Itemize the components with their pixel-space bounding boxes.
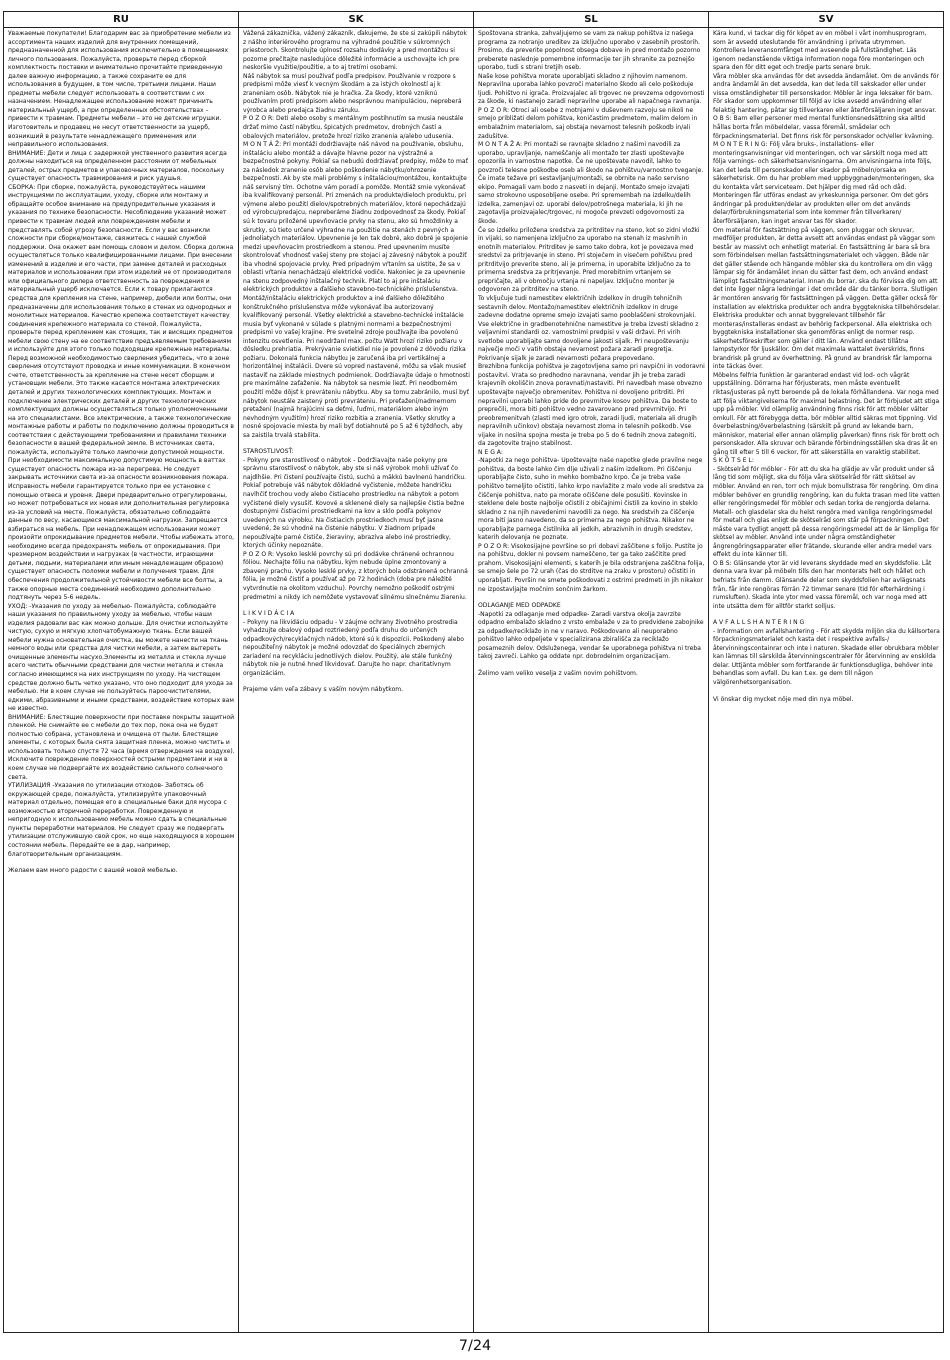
paragraph: Prajeme vám veľa zábavy s vaším novým nábytkom. [243,686,404,694]
paragraph: A V F A L L S H A N T E R I N G [713,619,805,627]
paragraph: Če so izdelku priložena sredstva za pritrditev na steno, kot so zidni vložki in vijaki, so namenjena izključno za uporabo na stenah iz masivnih in enotnih materialov. Pritrditev je samo tako dobra, kot je povezava med sredstvi za pritrjevanje in steno. Pri stoječem in visečem pohištvu pred pritrditvijo preverite steno, ali je primerna, in uporabite izključno za to primerna sredstva za pritrjevanje. Pred morebitnim vrtanjem se prepričajte, ali v območju vrtanja ni napeljav. Izključno monter je odgovoren za pritrditev na steno. [478,226,700,294]
paragraph: Vážená zákaznička, vážený zákazník, ďakujeme, že ste si zakúpili nábytok z nášho interiérového programu na výhradné použitie v súkromných priestoroch. Skontrolujte úplnosť rozsahu dodávky a pred montážou si pozorne prečítajte nasledujúce dôležité informácie a uschovajte ich pre neskoršie využitie/použitie, a to aj tretími osobami. [243,30,467,72]
paragraph: Vi önskar dig mycket nöje med din nya möbel. [713,695,854,703]
paragraph: O B S: Glänsande ytor är vid leverans skyddade med en skyddsfolie. Låt denna vara kvar på möbeln tills den har monterats helt och hållet och befriats från damm. Glänsande delar som skyddsfolien har avlägsnats från, får inte rengöras förrän 72 timmar senare (tid för efterhärdning i rumsluften). Skada inte ytor med vassa föremål, och var noga med att inte utsätta dem för alltför starkt solljus. [713,559,932,610]
multilingual-instructions-table [3,11,944,1333]
paragraph: Kära kund, vi tackar dig för köpet av en möbel i vårt inomhusprogram, som är avsedd uteslutande för användning i privata utrymmen. Kontrollera leveransomfånget med avseende på fullständighet. Läs igenom nedanstående viktiga information noga före monteringen och spara den för ditt eget och tredje parts senare bruk. [713,30,927,72]
paragraph-spacer [8,859,235,867]
paragraph: Želimo vam veliko veselja z vašim novim pohištvom. [478,669,638,677]
page-number: 7/24 [458,1338,492,1354]
paragraph: L I K V I D Á C I A [243,610,295,618]
paragraph: M O N T A Ž A: Pri montaži se ravnajte skladno z našimi navodili za uporabo, upravljanje, nameščanje ali montažo ter zlasti upoštevajte opozorila in varnostne napotke. Če ne upoštevate navodil, lahko to povzroči telesne poškodbe oseb ali škodo na pohištvu/varnostno tveganje. Če imate težave pri sestavljanju/montaži, se obrnite na našo servisno ekipo. Pomagali vam bodo z nasveti in dejanji. Montažo smejo izvajati samo strokovno usposobljene osebe. Pri spremembah na izdelku/delih izdelka, zamenjavi oz. uporabi delov/potrošnega materiala, ki jih ne zagotavlja proizvajalec/trgovec, ni mogoče prevzeti odgovornosti za škode. [478,141,704,226]
paragraph: S K Ö T S E L: [713,457,754,465]
paragraph: ВНИМАНИЕ: Дети и лица с задержкой умственного развития всегда должны находиться на определенном расстоянии от мебельных деталей, острых предметов и упаковочных материалов, поскольку существует опасность травмирования и риск удушья. [8,149,227,183]
paragraph: ODLAGANJE MED ODPADKE [478,602,561,610]
paragraph: УХОД: -Указания по уходу за мебелью- Пожалуйста, соблюдайте наши указания по правильному уходу за мебелью, чтобы наши изделия радовали вас как можно дольше. Для очистки используйте чистую, сухую и мягкую хлопчатобумажную ткань. Если вашей мебели нужна основательная очистка, вы можете нанести на ткань немного воды или средства для чистки мебели, а затем вытереть очищенные элементы насухо.Элементы из металла и стекла лучше всего чистить обычными средствами для чистки металла и стекла согласно имеющимся на них инструкциям по уходу. На чистящем средстве должно быть четко указано, что оно подходит для ухода за мебелью. Ни в коем случае не пользуйтесь пароочистителями, едкими, абразивными и иными средствами, воздействие которых вам не известно. [8,602,234,713]
column-sl [474,12,709,1332]
paragraph-spacer [478,662,705,670]
column-heading-ru: RU [4,12,238,28]
column-body-sl [474,28,708,1332]
paragraph: -Napotki za odlaganje med odpadke- Zaradi varstva okolja zavrzite odpadno embalažo skladno z vrsto embalaže v za to predvidene zabojnike za odpadke/reciklažo in ne v naravo. Poškodovano ali neuporabno pohištvo lahko odpeljete v specializirana zbirališča za reciklažo posameznih delov. Odsluženega, vendar še uporabnega pohištva ni treba takoj zavreči. Lahko ga oddate npr. dobrodelnim organizacijam. [478,610,704,661]
paragraph: СБОРКА: При сборке, пожалуйста, руководствуйтесь нашими инструкциями по эксплуатации, уходу, сборке или монтажу и обращайте особое внимание на предупредительные указания и указания по технике безопасности. Несоблюдение указаний может привести к травмам людей или повреждениям мебели и представлять собой угрозу безопасности. Если у вас возникли сложности при сборке/монтаже, свяжитесь с нашей службой поддержки. Она окажет вам помощь словом и делом. Сборка должна осуществляться только квалифицированными лицами. При внесении изменений в изделие и его части, при замене деталей и расходных материалов и использовании при этом изделий не от производителя или официального дилера ответственность за повреждения и материальный ущерб исключается. Если к товару прилагаются средства для крепления на стене, например, дюбели или болты, они предназначены для использования только в стенах из однородных и монолитных материалов. Качество крепежа соответствует качеству соединения крепежного материала со стеной. Пожалуйста, проверьте перед креплением как стоящих, так и висящих предметов мебели свою стену на ее соответствие предъявляемым требованиям и используйте для этого только подходящие крепежные материалы. Перед возможной необходимостью сверления убедитесь, что в зоне сверления отсутствуют проводка и иные коммуникации. В конечном счете, ответственность за крепление на стене несет сборщик и установщик мебели. Это также касается монтажа электрических деталей и других технологических комплектующих. Монтаж и подключение электрических деталей и других технологических комплектующих должны осуществляться только уполномоченными на это специалистами. Все электрические, а также технологические монтажные работы и работы по подключению должны проводиться в соответствии с действующими требованиями и правилами техники безопасности в вашей федеральной земле. В источниках света, пожалуйста, используйте только лампочки допустимой мощности. При необходимости максимальную допустимую мощность в ваттах существует опасность пожара из-за перегрева. Не следует закрывать источники света из-за опасности возникновения пожара. Исправность мебели гарантируется только при ее установке с помощью отвеса и уровня. Двери предварительно отрегулированы, но может потребоваться их новая или дополнительная регулировка из-за условий на месте. Пожалуйста, обязательно соблюдайте данные по весу, касающиеся максимальной нагрузки. Запрещается взбираться на мебель. При ненадлежащем использовании может произойти опрокидывание предметов мебели. Чтобы избежать этого, необходимо всегда предохранять мебель от опрокидывания. При чрезмерном воздействии и нагрузках (в частности, играющими детьми, людьми, материалами или иным ненадлежащим образом) существует опасность поломки мебели и получения травм. Для обеспечения продолжительной устойчивости мебели все болты, а также опорные места соединений необходимо дополнительно подтянуть через 5-6 недель. [8,183,235,602]
paragraph: - Pokyny na likvidáciu odpadu - V záujme ochrany životného prostredia vyhadzujte obalový odpad roztriedený podľa druhu do určených odpadkových/recyklačných nádob, ktoré sú k dispozícii. Poškodený alebo nepoužiteľný nábytok je možné odovzdať do špeciálnych zberných zariadení na recykláciu jednotlivých dielov. Použitý, ale stále funkčný nábytok nie je nutné hneď likvidovať. Darujte ho napr. charitatívnym organizáciám. [243,618,464,677]
column-heading-sl: SL [474,12,708,28]
paragraph: P O Z O R: Otroci ali osebe z motnjami v duševnem razvoju se nikoli ne smejo približati delom pohištva, koničastim predmetom, malim delom in embalažnim materialom, saj obstaja nevarnost telesnih poškodb in/ali zadušitve. [478,106,698,140]
paragraph-spacer [713,688,940,696]
column-body-ru [4,28,238,1332]
paragraph: O B S: Barn eller personer med mental funktionsnedsättning ska alltid hållas borta från möbeldelar, vassa föremål, smådelar och förpackningsmaterial. Det finns risk för personskador och/eller kvävning. [713,115,934,140]
paragraph: STAROSTLIVOSŤ: [243,448,294,456]
paragraph: Våra möbler ska användas för det avsedda ändamålet. Om de används för andra ändamål än det avsedda, kan det leda till sakskador eller under vissa omständigheter till personskador. Möbler är inga leksaker för barn. För skador som uppkommer till följd av icke avsedd användning eller felaktig hantering, påtar sig tillverkaren eller återförsäljaren inget ansvar. [713,72,939,114]
paragraph: M O N T E R I N G: Följ våra bruks-, installations- eller monteringsanvisningar vid monteringen, och var särskilt noga med att följa varnings- och säkerhetsanvisningarna. Om anvisningarna inte följs, kan det leda till personskador eller skador på möbeln/orsaka en säkerhetsrisk. Om du har problem med uppbyggnaden/monteringen, ska du kontakta vårt serviceteam. Det hjälper dig med råd och dåd. Monteringen får utföras endast av yrkeskunniga personer. Om det görs ändringar på produkten/delar av produkten eller om det används delar/förbrukningsmaterial som inte kommer från tillverkaren/återförsäljaren, kan inget ansvar tas för skador. [713,141,934,226]
paragraph: - Pokyny pre starostlivosť o nábytok - Dodržiavajte naše pokyny pre správnu starostlivosť o nábytok, aby ste si náš výrobok mohli užívať čo najdlhšie. Pri čistení používajte čistú, suchú a mäkkú bavlnenú handričku. Pokiaľ potrebuje váš nábytok dôkladné vyčistenie, môžete handričku navlhčiť trochou vody alebo čistiaceho prostriedku na nábytok a potom vyčistené diely vysušiť. Kovové a sklenené diely sa najlepšie čistia bežne dostupnými čistiacimi prostriedkami na kov a sklo podľa pokynov uvedených na výrobku. Na čistiacich prostriedkoch musí byť jasne uvedené, že sú vhodné na čistenie nábytku. V žiadnom prípade nepoužívajte parné čističe, žieraviny, abrazíva alebo iné prostriedky, ktorých účinky nepoznáte. [243,456,467,550]
column-heading-sk: SK [239,12,473,28]
paragraph-spacer [478,594,705,602]
paragraph: Náš nábytok sa musí používať podľa predpisov. Používanie v rozpore s predpismi môže viesť k vecným škodám a za istých okolností aj k zraneniam osôb. Nábytok nie je hračka. Za škody, ktoré vzniknú používaním proti predpisom alebo nesprávnou manipuláciou, nepreberá výrobca alebo predajca žiadnu záruku. [243,72,462,114]
column-heading-sv: SV [709,12,943,28]
paragraph: -Napotki za nego pohištva- Upoštevajte naše napotke glede pravilne nege pohištva, da boste lahko čim dlje uživali z našim izdelkom. Pri čiščenju uporabljajte čisto, suho in mehko bombažno krpo. Če je treba vaše pohištvo temeljito očistiti, lahko krpo navlažite z malo vode ali sredstva za čiščenje pohištva, nato pa morate očiščene dele posušiti. Kovinske in steklene dele boste najbolje očistili z običajnimi čistili za kovino in steklo skladno z na njih navedenimi navodili za nego. Na sredstvih za čiščenje mora biti jasno navedeno, da so primerna za nego pohištva. Nikakor ne uporabljajte parnega čistilnika ali jedkih, abrazivnih in drugih sredstev, katerih delovanja ne poznate. [478,457,704,542]
column-body-sk [239,28,473,1332]
paragraph: Naše kose pohištva morate uporabljati skladno z njihovim namenom. Nepravilna uporaba lahko povzroči materialno škodo ali celo poškoduje ljudi. Pohištvo ni igrača. Proizvajalec ali trgovec ne prevzema odgovornosti za škode, ki nastanejo zaradi nepravilne uporabe ali napačnega ravnanja. [478,72,705,106]
paragraph: Möbelns felfria funktion är garanterad endast vid lod- och vågrät uppställning. Dörrarna har förjusterats, men måste eventuellt riktas/justeras på nytt beroende på de lokala förhållandena. Var noga med att följa viktangivelserna för maximal belastning. Det är förbjudet att stiga upp på möbler. Vid olämplig användning finns risk för att möbler välter omkull. För att förebygga detta, bör möbler alltid säkras mot tippning. Vid överbelastning/överbelastning (särskilt på grund av lekande barn, människor, material eller annan olämplig påverkan) finns risk för brott och personskador. Alla skruvar och bärande förbindningsställen ska dras åt en gång till efter 5 till 6 veckor, för att säkerställa en varaktig stabilitet. [713,371,940,456]
paragraph: Желаем вам много радости с вашей новой мебелью. [8,867,178,875]
paragraph-spacer [713,611,940,619]
paragraph: M O N T Á Ž: Pri montáži dodržiavajte náš návod na používanie, obsluhu, inštaláciu alebo montáž a dávajte hlavne pozor na výstražné a bezpečnostné pokyny. Pokiaľ sa nebudú dodržiavať predpisy, môže to mať za následok zranenie osôb alebo poškodenie nábytku/ohrozenie bezpečnosti. Ak by ste mali problémy s inštaláciou/montážou, kontaktujte náš servisný tím. Ochotne vám poradí a pomôže. Montáž smie vykonávať iba kvalifikovaný personál. Pri zmenách na produkte/dieloch produktu, pri výmene alebo použití dielov/spotrebných materiálov, ktoré nepochádzajú od výrobcu/predajcu, nepreberáme žiadnu zodpovednosť za škody. Pokiaľ sú k tovaru priložené upevňovacie prvky na stenu, ako sú hmoždinky a skrutky, sú tieto určené výhradne na použitie na stenách z pevných a jednoliatych materiálov. Upevnenie je len tak dobré, ako dobré je spojenie medzi upevňovacím prostriedkom a stenou. Pred upevnením musíte skontrolovať vhodnosť vašej steny pre stojaci aj závesný nábytok a použiť iba vhodné spojovacie prvky. Pred prípadným vŕtaním sa uistite, že sa v oblasti vŕtania nenachádzajú elektrické vodiče. Nakoniec je za upevnenie na stenu zodpovedný inštalačný technik. Platí to aj pre inštaláciu elektrických produktov a ďalšieho stavebno-technického príslušenstva. Montáž/inštaláciu elektrických produktov a iné ďalšieho dôležitého konštrukčného príslušenstva môže vykonávať iba autorizovaný kvalifikovaný personál. Všetky elektrické a stavebno-technické inštalácie musia byť vykonané v súlade s platnými normami a bezpečnostnými predpismi vo vašej krajine. Pre svetelné zdroje používajte iba povolenú intenzitu osvetlenia. Pri neodržaní max. počtu Watt hrozí riziko požiaru v dôsledku prehriatia. Prekrývanie svietidiel nie je povolené z dôvodu rizika požiaru. Dokonalá funkcia nábytku je zaručená iba pri vertikálnej a horizontálnej inštalácii. Dvere sú vopred nastavené, môžu sa však musieť nastaviť na základe miestnych podmienok. Dodržiavajte údaje o hmotnosti pre maximálne zaťaženie. Na nábytok sa nesmie liezť. Pri neodborném použití môže dôjsť k prevráteniu nábytku. Aby sa tomu zabránilo, musí byť nábytok neustále zaistený proti prevráteniu. Pri preťažení/nadmernom pretažení (najmä hrajúcimi sa deťmi, ľuďmi, materiálom alebo iným nevhodným využitím) hrozí riziko rozbitia a zranenia. Všetky skrutky a nosné spojovacie miesta by mali byť dotiahnuté po 5 až 6 týždňoch, aby sa zaistila trvalá stabilita. [243,141,470,439]
paragraph: Spoštovana stranka, zahvaljujemo se vam za nakup pohištva iz našega programa za notranjo ureditev za izključno uporabo v zasebnih prostorih. Prosimo, da preverite popolnost obsega dobave in pred montažo pozorno preberete naslednje pomembne informacije ter jih shranite za poznejšo uporabo, tudi s strani tretjih oseb. [478,30,701,72]
column-sv [709,12,943,1332]
column-ru [4,12,239,1332]
paragraph: УТИЛИЗАЦИЯ -Указания по утилизации отходов- Заботясь об окружающей среде, пожалуйста, утилизируйте упаковочный материал отдельно, помещая его в специальные баки для мусора с возможностью вторичной переработки. Поврежденную и непригодную к использованию мебель можно сдать в специальные пункты переработки материалов. Не следует сразу же подвергать утилизации отслужившую свой срок, но еще находящуюся в хорошем состоянии мебель. Передайте ее в дар, например, благотворительным организациям. [8,782,235,858]
paragraph: - Information om avfallshantering - För att skydda miljön ska du källsortera förpackningsmaterialet och kasta det i respektive avfalls-/återvinningscontainrar och inte i naturen. Skadade eller obrukbara möbler kan lämnas till särskilda återvinningscentraler för återvinning av enskilda delar. Uttjänta möbler som fortfarande är funktionsdugliga, behöver inte behandlas som avfall. Du kan t.ex. ge dem till någon välgörenhetsorganisation. [713,627,940,687]
paragraph: P O Z O R: Deti alebo osoby s mentálnym postihnutím sa musia neustále držať mimo častí nábytku, špicatých predmetov, drobných častí a obalových materiálov, pretože hrozí riziko zranenia a/alebo udusenia. [243,115,464,140]
paragraph: Уважаемые покупатели! Благодарим вас за приобретение мебели из ассортимента наших изделий для внутренних помещений, предназначенной для использования исключительно в помещениях личного пользования. Пожалуйста, проверьте перед сборкой комплектность поставки и внимательно прочитайте приведенную далее важную информацию, а также сохраните ее для использования в будущем, в том числе, третьими лицами. Наши предметы мебели следует использовать в соответствии с их назначением. Ненадлежащее использование может причинить материальный ущерб, а при определенных обстоятельствах – привести к травмам. Предметы мебели – это не детские игрушки. Изготовитель и продавец не несут ответственности за ущерб, возникший в результате ненадлежащего применения или неправильного использования. [8,30,231,149]
paragraph: P O Z O R: Vysoko lesklé povrchy sú pri dodávke chránené ochrannou fóliou. Nechajte fóliu na nábytku, kým nebude úplne zmontovaný a zbavený prachu. Vysoko lesklé prvky, z ktorých bola odstránená ochranná fólia, je možné čistiť a používať až po 72 hodinách (doba pre náležité vytvrdnutie na okolitom vzduchu). Povrchy nemožno poškodiť ostrými predmetmi a nikdy ich nemôžete vystavovať silnému slnečnému žiareniu. [243,550,468,601]
paragraph: ВНИМАНИЕ: Блестящие поверхности при поставке покрыты защитной пленкой. Не снимайте ее с мебели до тех пор, пока она не будет полностью собрана, установлена и очищена от пыли. Блестящие элементы, с которых была снята защитная пленка, можно чистить и использовать только спустя 72 часа (время отверждения на воздухе). Исключите повреждение поверхностей острыми предметами и ни в коем случае не подвергайте их воздействию сильного солнечного света. [8,713,235,781]
paragraph: N E G A: [478,448,503,456]
paragraph: - Skötselråd för möbler - För att du ska ha glädje av vår produkt under så lång tid som möjligt, ska du följa våra skötselråd för rätt skötsel av möbler. Använd en ren, torr och mjuk bomullstrasa för rengöring. Om dina möbler behöver en grundlig rengöring, kan du fukta trasan med lite vatten eller rengöringsmedel för möbler och sedan torka de rengjorda delarna. Metall- och glasdelar ska du helst rengöra med vanliga rengöringsmedel för metall och glas enligt de skötselråd som står på förpackningen. Det måste vara tydligt angett på dessa rengöringsmedel att de är lämpliga för skötsel av möbler. Använd inte under några omständigheter ångrengöringsapparater eller frätande, skurande eller andra medel vars effekt du inte känner till. [713,465,940,559]
column-body-sv [709,28,943,1332]
paragraph: Brezhibna funkcija pohištva je zagotovljena samo pri navpični in vodoravni postavitvi. Vrata so predhodno naravnana, vendar jih je treba zaradi krajevnih okoliščin znova poravnati/nastaviti. Pri navedbah mase obvezno upoštevajte največjo obremenitev. Pohištva ni dovoljeno pritrditi. Pri nepravilni uporabi lahko pride do prevrnitve kosov pohištva. Da boste to preprečili, mora biti pohištvo vedno zavarovano pred prevrnitvijo. Pri preobremenitvah (zlasti med igro otrok, zaradi ljudi, materiala ali drugih nepravilnih učinkov) obstaja nevarnost zloma in telesnih poškodb. Vse vijake in nosilna spojna mesta je treba po 5 do 6 tednih znova zategniti, da zagotovite trajno stabilnost. [478,363,705,448]
column-sk [239,12,474,1332]
paragraph: Om material för fastsättning på väggen, som pluggar och skruvar, medföljer produkten, är detta avsett att användas endast på väggar som består av massivt och enhetligt material. En fastsättning är bara så bra som förbindelsen mellan fastsättningsmaterialet och väggen. Både när det gäller stående och hängande möbler ska du kontrollera om din vägg lämpar sig för ändamålet innan du sätter fast dem, och använd endast lämpligt fastsättningsmaterial. Innan du borrar, ska du förvissa dig om att det inte ligger några ledningar i det område där du tänker borra. Slutligen är montören ansvarig för fastsättningen på väggen. Detta gäller också för installation av elektriska produkter och andra byggtekniska tillbehörsdelar. Elektriska produkter och annat byggrelevant tillbehör får monteras/installeras endast av behörig fackpersonal. Alla elektriska och byggtekniska installationer ska genomföras enligt de normer resp. säkerhetsföreskrifter som gäller i ditt län. Använd endast tillåtna lampstyrkor för ljuskällor. Om det maximala wattalet överskrids, finns brandrisk på grund av överhettning. På grund av brandrisk får lamporna inte täckas över. [713,226,940,371]
paragraph: To vključuje tudi namestitev električnih izdelkov in drugih tehničnih sestavnih delov. Montažo/namestitev električnih izdelkov in druge zadevne dodatne opreme smejo izvajati samo pooblaščeni strokovnjaki. Vse električne in gradbenotehnične namestitve je treba izvesti skladno z veljavnimi standardi oz. varnostnimi predpisi v vaši državi. Pri virih svetlobe uporabljajte samo dovoljene jakosti sijalk. Pri neupoštevanju največje moči v vatih obstaja nevarnost požara zaradi pregretja. Pokrivanje sijalk je zaradi nevarnosti požara prepovedano. [478,294,699,362]
paragraph-spacer [243,602,470,610]
paragraph: P O Z O R: Visokosijajne površine so pri dobavi zaščitene s folijo. Pustite jo na pohištvu, dokler ni povsem nameščeno, ter ga tako zaščitite pred prahom. Visokosijajni elementi, s katerih je bila odstranjena zaščitna folija, se smejo šele po 72 urah (čas do strditve na zraku v prostoru) očistiti in uporabljati. Površin ne smete poškodovati z ostrimi predmeti in jih nikakor ne izpostavljajte močnim sončnim žarkom. [478,542,705,593]
